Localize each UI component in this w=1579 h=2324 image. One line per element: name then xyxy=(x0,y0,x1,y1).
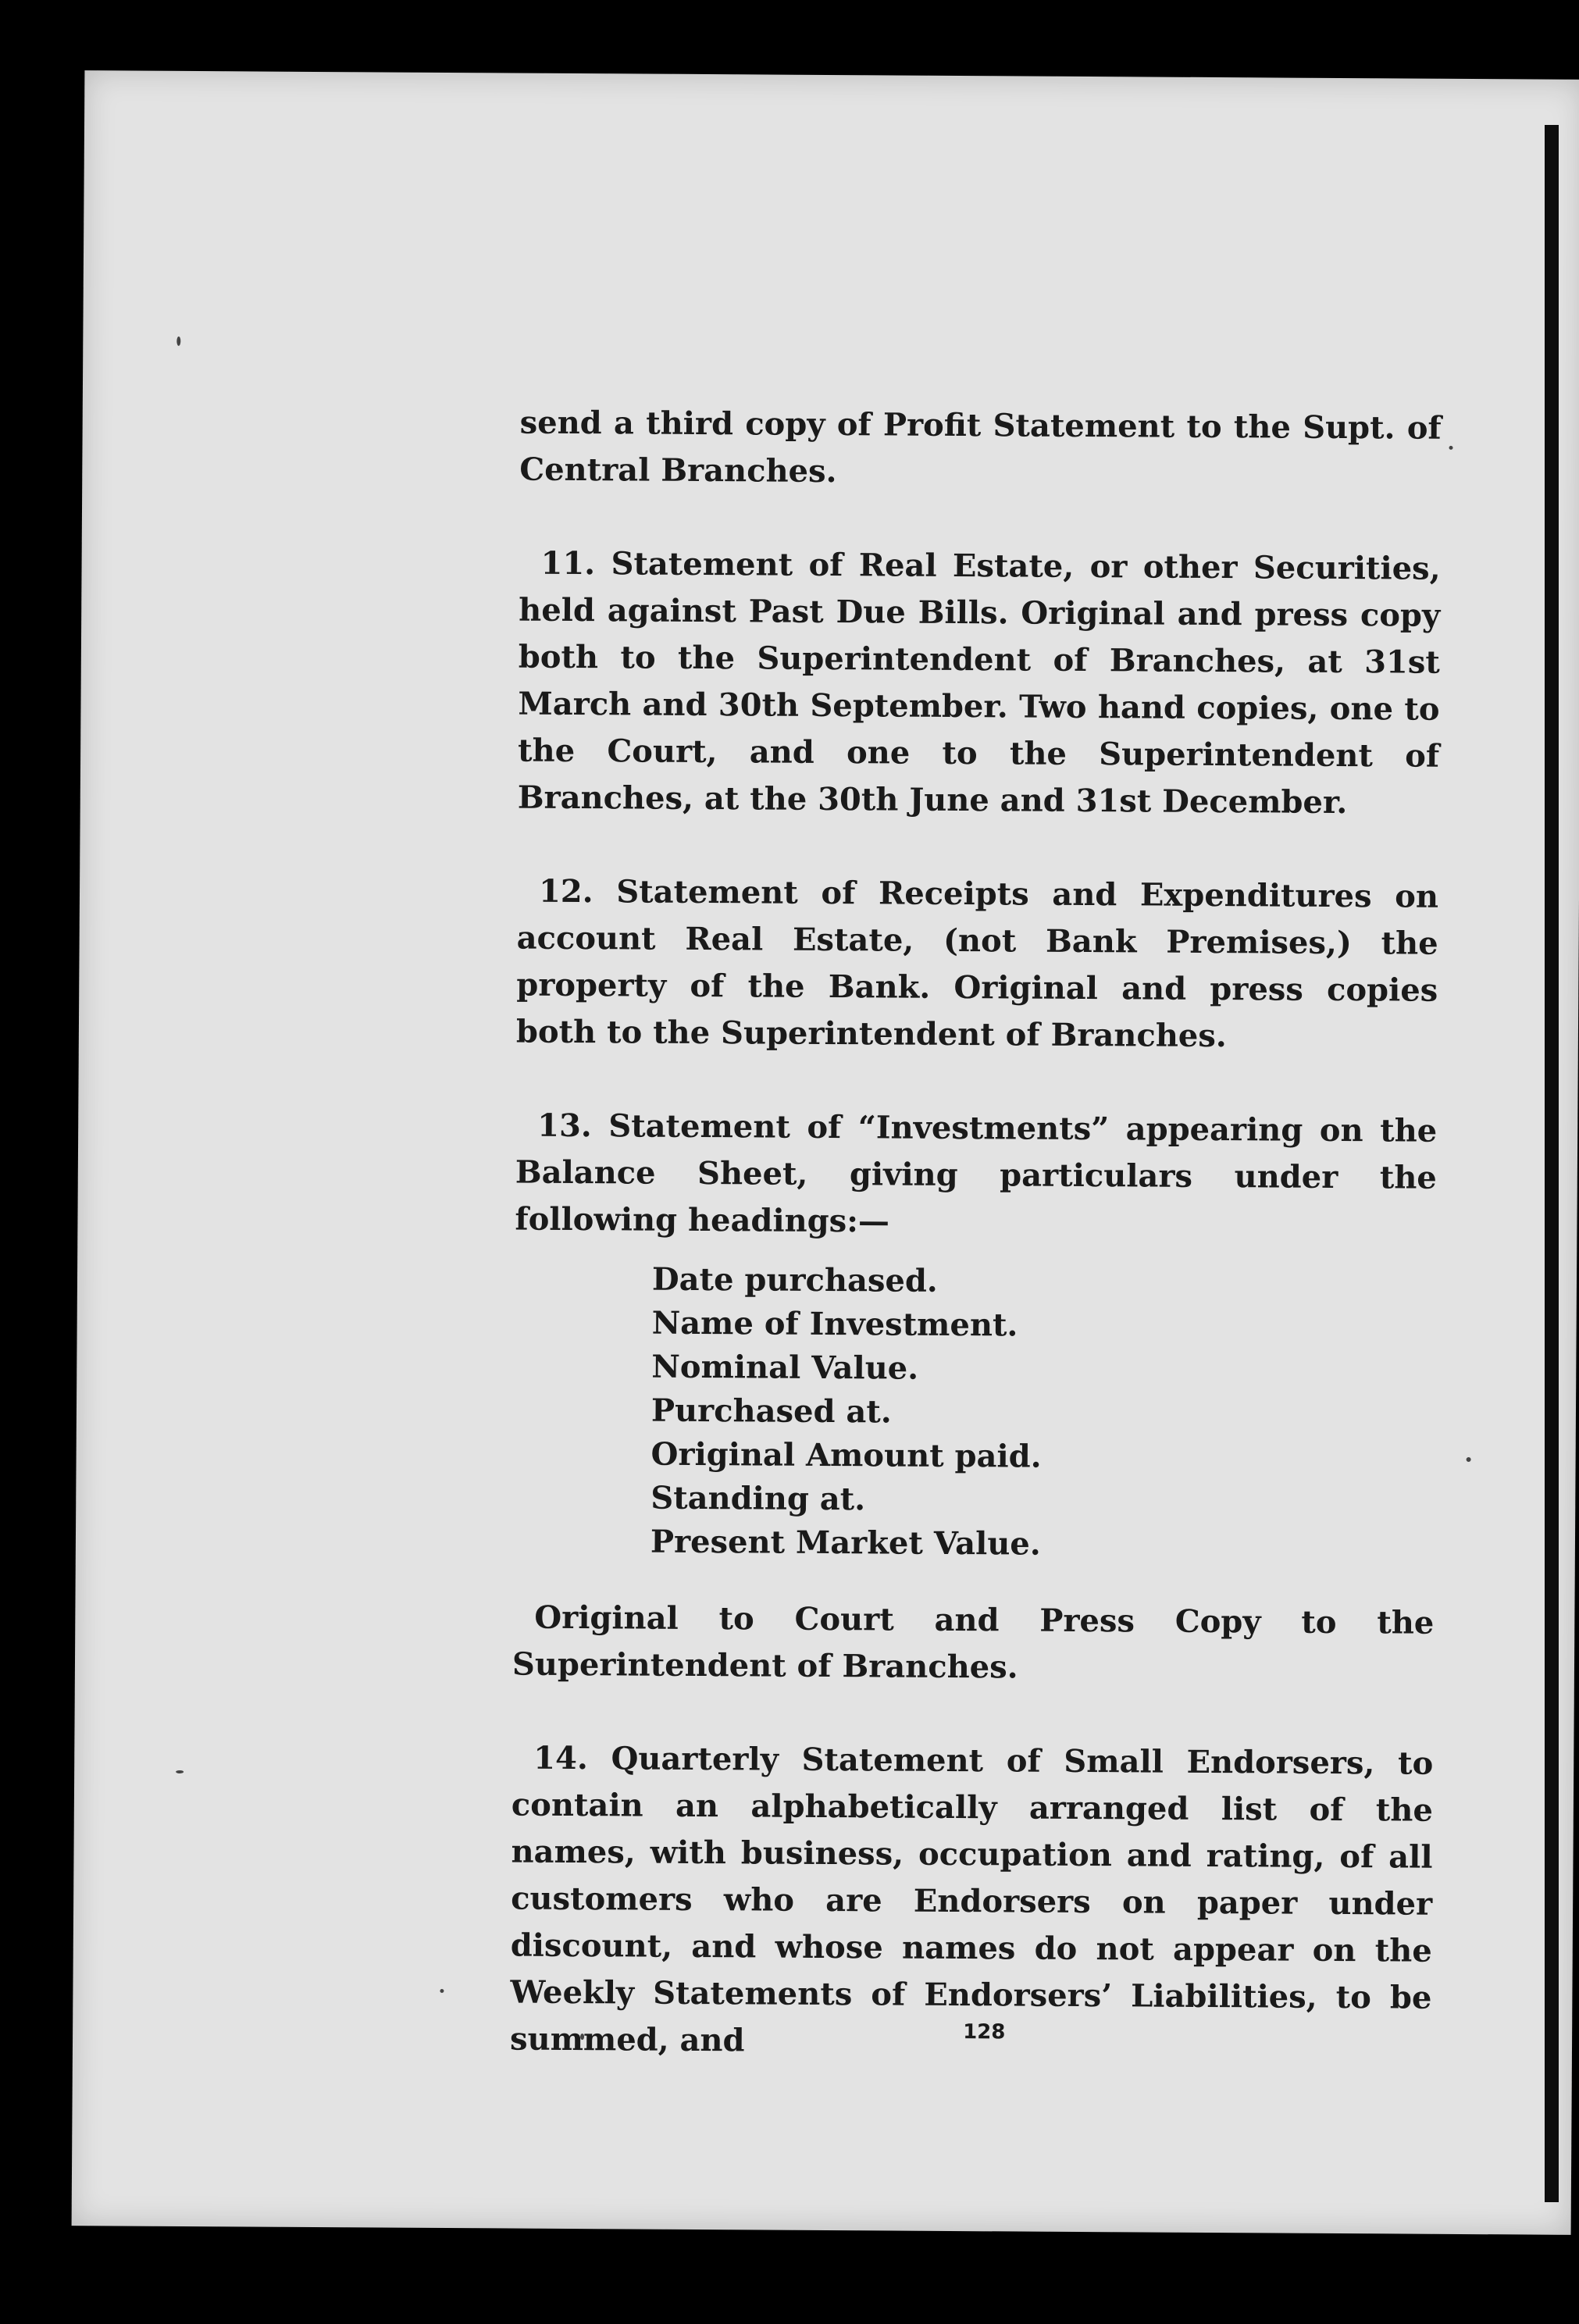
list-item: Standing at. xyxy=(650,1479,866,1518)
list-item: Nominal Value. xyxy=(651,1348,919,1387)
list-item: Name of Investment. xyxy=(651,1304,1018,1344)
paragraph-14: 14. Quarterly Statement of Small Endorsers, to contain an alphabetically arranged list of the names, with business, occupation and rating, of all customers who are Endorsers on paper under discount, and whose names do not appear on the Weekly Statements of Endorsers’ Liabilities, to be summed, and xyxy=(509,1739,1434,2059)
list-item: Original Amount paid. xyxy=(650,1435,1042,1475)
list-item: Date purchased. xyxy=(651,1260,938,1299)
paragraph-11: 11. Statement of Real Estate, or other Securities, held against Past Due Bills. Original and press copy both to the Superintendent of Branches, at 31st March and 30th September. Two hand copies, one to the Court, and one to the Superintendent of Branches, at the 30th June and 31st December. xyxy=(517,544,1441,822)
paragraph-13: 13. Statement of “Investments” appearing on the Balance Sheet, giving particulars under the following headings:— xyxy=(515,1107,1438,1240)
list-item: Purchased at. xyxy=(650,1392,892,1431)
paragraph-13-instruction: Original to Court and Press Copy to the Superintendent of Branches. xyxy=(511,1599,1435,1686)
body-text xyxy=(510,400,1442,2069)
scanned-page xyxy=(72,70,1579,2235)
speck xyxy=(440,1989,444,1993)
paragraph-continuation: send a third copy of Profit Statement to the Supt. of Central Branches. xyxy=(519,404,1442,490)
speck xyxy=(1449,446,1453,450)
page-number: 128 xyxy=(963,2020,1006,2044)
speck xyxy=(176,1770,184,1773)
speck xyxy=(1467,1457,1471,1462)
speck xyxy=(176,337,180,346)
list-item: Present Market Value. xyxy=(650,1523,1041,1563)
page-edge-shadow xyxy=(1545,125,1559,2202)
paragraph-12: 12. Statement of Receipts and Expenditures on account Real Estate, (not Bank Premises,) the property of the Bank. Original and press copies both to the Superintendent of Branches. xyxy=(515,872,1439,1055)
investment-headings-list xyxy=(513,1257,1436,1569)
